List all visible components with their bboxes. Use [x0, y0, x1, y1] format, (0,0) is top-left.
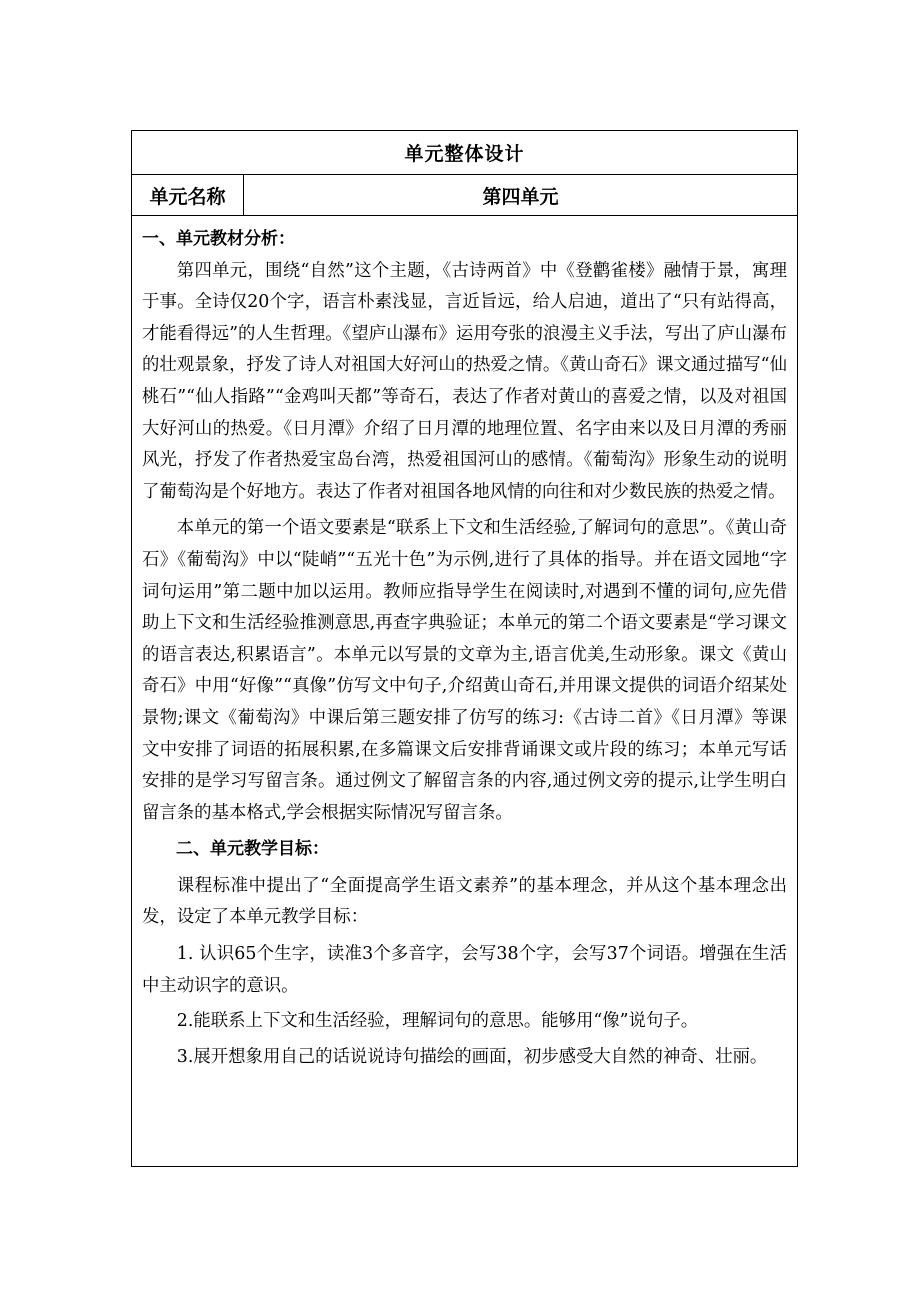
analysis-paragraph-2: 本单元的第一个语文要素是“联系上下文和生活经验,了解词句的意思”。《黄山奇石》《葡萄沟》中以“陡峭”“五光十色”为示例,进行了具体的指导。并在语文园地“字词句运用”第二题中加以运用。教师应指导学生在阅读时,对遇到不懂的词句,应先借助上下文和生活经验推测意思,再查字典验证；本单元的第二个语文要素是“学习课文的语言表达,积累语言”。本单元以写景的文章为主,语言优美,生动形象。课文《黄山奇石》中用“好像”“真像”仿写文中句子,介绍黄山奇石,并用课文提供的词语介绍某处景物;课文《葡萄沟》中课后第三题安排了仿写的练习:《古诗二首》《日月潭》等课文中安排了词语的拓展积累,在多篇课文后安排背诵课文或片段的练习；本单元写话安排的是学习写留言条。通过例文了解留言条的内容,通过例文旁的提示,让学生明白留言条的基本格式,学会根据实际情况写留言条。	[142, 518, 787, 823]
unit-design-table	[131, 130, 798, 1167]
unit-name-row	[132, 175, 797, 216]
goal-item-1: 1. 认识65个生字，读准3个多音字，会写38个字，会写37个词语。增强在生活中主动识字的意识。	[142, 944, 787, 996]
unit-name-label: 单元名称	[132, 175, 244, 215]
goal-item-3: 3.展开想象用自己的话说说诗句描绘的画面，初步感受大自然的神奇、壮丽。	[176, 1046, 768, 1067]
section-heading-analysis: 一、单元教材分析：	[142, 229, 295, 249]
goals-intro: 课程标准中提出了“全面提高学生语文素养”的基本理念，并从这个基本理念出发，设定了本单元教学目标：	[142, 875, 787, 928]
unit-name-value: 第四单元	[482, 185, 559, 208]
section-heading-goals: 二、单元教学目标：	[176, 839, 329, 860]
table-content	[132, 216, 797, 1073]
table-title: 单元整体设计	[132, 131, 797, 175]
analysis-paragraph-1: 第四单元，围绕“自然”这个主题，《古诗两首》中《登鹳雀楼》融情于景，寓理于事。全诗仅20个字，语言朴素浅显，言近旨远，给人启迪，道出了“只有站得高，才能看得远”的人生哲理。《望庐山瀑布》运用夸张的浪漫主义手法，写出了庐山瀑布的壮观景象，抒发了诗人对祖国大好河山的热爱之情。《黄山奇石》课文通过描写“仙桃石”“仙人指路”“金鸡叫天都”等奇石，表达了作者对黄山的喜爱之情，以及对祖国大好河山的热爱。《日月潭》介绍了日月潭的地理位置、名字由来以及日月潭的秀丽风光，抒发了作者热爱宝岛台湾，热爱祖国河山的感情。《葡萄沟》形象生动的说明了葡萄沟是个好地方。表达了作者对祖国各地风情的向往和对少数民族的热爱之情。	[142, 260, 787, 502]
goal-item-2: 2.能联系上下文和生活经验，理解词句的意思。能够用“像”说句子。	[176, 1011, 699, 1032]
